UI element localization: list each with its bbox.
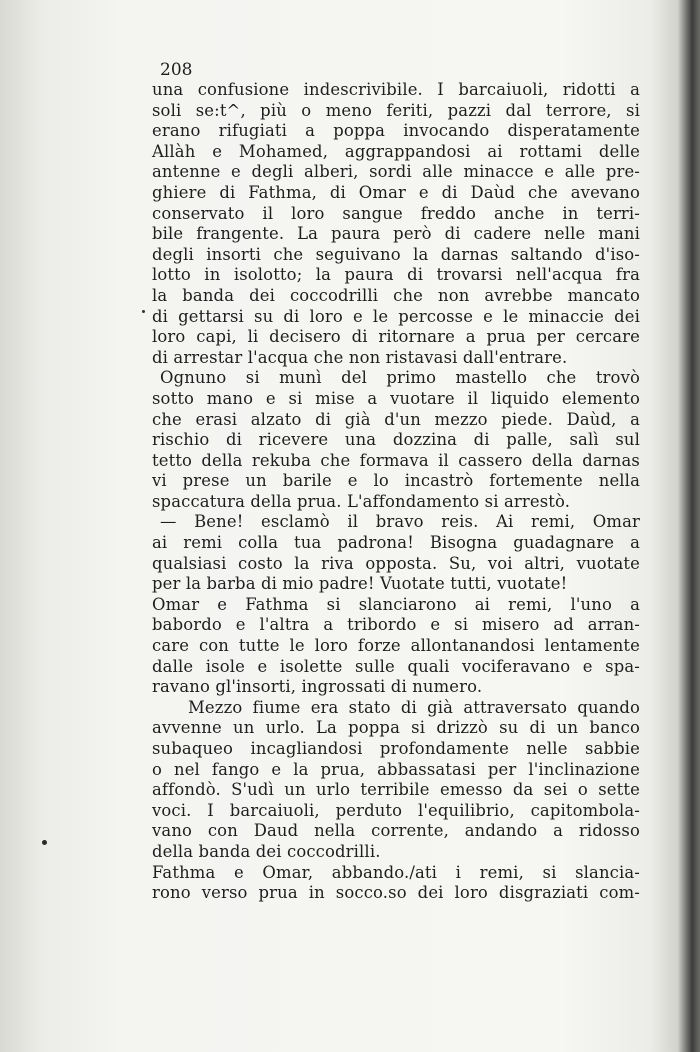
text-line: Omar e Fathma si slanciarono ai remi, l'uno a — [152, 594, 640, 614]
text-line: rono verso prua in socco.so dei loro disgraziati com- — [152, 883, 640, 903]
text-line: una confusione indescrivibile. I barcaiuoli, ridotti a — [152, 80, 640, 99]
text-line: Fathma e Omar, abbando./ati i remi, si slancia- — [152, 862, 640, 882]
text-line: soli se:t^, più o meno feriti, pazzi dal terrore, si — [152, 100, 640, 120]
text-line: avvenne un urlo. La poppa si drizzò su di un banco — [152, 718, 640, 738]
text-line: degli insorti che seguivano la darnas saltando d'iso- — [152, 244, 640, 264]
text-line: vano con Daud nella corrente, andando a ridosso — [152, 821, 640, 841]
text-line: babordo e l'altra a tribordo e si misero ad arran- — [152, 615, 640, 635]
text-line: qualsiasi costo la riva opposta. Su, voi altri, vuotate — [152, 553, 640, 573]
text-line: Ognuno si munì del primo mastello che trovò — [160, 368, 640, 388]
text-line: per la barba di mio padre! Vuotate tutti, vuotate! — [152, 574, 568, 594]
margin-mark — [142, 310, 145, 313]
text-line: della banda dei coccodrilli. — [152, 841, 381, 861]
text-line: che erasi alzato di già d'un mezzo piede. Daùd, a — [152, 409, 640, 429]
text-line: bile frangente. La paura però di cadere nelle mani — [152, 224, 640, 244]
margin-dot — [42, 840, 47, 845]
text-line: affondò. S'udì un urlo terribile emesso da sei o sette — [152, 780, 640, 800]
text-line: Mezzo fiume era stato di già attraversato quando — [188, 697, 640, 717]
text-line: la banda dei coccodrilli che non avrebbe mancato — [152, 285, 640, 305]
text-line: tetto della rekuba che formava il cassero della darnas — [152, 450, 640, 470]
text-line: dalle isole e isolette sulle quali vociferavano e spa- — [152, 656, 640, 676]
text-line: care con tutte le loro forze allontanandosi lentamente — [152, 636, 640, 656]
text-line: Allàh e Mohamed, aggrappandosi ai rottami delle — [152, 141, 640, 161]
text-line: lotto in isolotto; la paura di trovarsi nell'acqua fra — [152, 265, 640, 285]
text-line: ravano gl'insorti, ingrossati di numero. — [152, 677, 483, 697]
text-line: sotto mano e si mise a vuotare il liquido elemento — [152, 388, 640, 408]
text-line: loro capi, li decisero di ritornare a prua per cercare — [152, 327, 640, 347]
text-line: erano rifugiati a poppa invocando disperatamente — [152, 121, 640, 141]
text-line: antenne e degli alberi, sordi alle minacce e alle pre- — [152, 162, 640, 182]
page-number: 208 — [160, 60, 193, 80]
text-line: spaccatura della prua. L'affondamento si arrestò. — [152, 491, 571, 511]
text-line: — Bene! esclamò il bravo reis. Ai remi, Omar — [160, 512, 640, 532]
text-line: ghiere di Fathma, di Omar e di Daùd che avevano — [152, 182, 640, 202]
text-line: voci. I barcaiuoli, perduto l'equilibrio, capitombola- — [152, 800, 640, 820]
text-line: ai remi colla tua padrona! Bisogna guadagnare a — [152, 533, 640, 553]
text-line: conservato il loro sangue freddo anche in terri- — [152, 203, 640, 223]
body-text — [152, 80, 640, 904]
text-line: subaqueo incagliandosi profondamente nelle sabbie — [152, 739, 640, 758]
text-line: di gettarsi su di loro e le percosse e le minaccie dei — [152, 306, 640, 326]
text-line: o nel fango e la prua, abbassatasi per l'inclinazione — [152, 759, 640, 779]
page-binding-edge — [678, 0, 700, 1052]
text-line: di arrestar l'acqua che non ristavasi dall'entrare. — [152, 347, 568, 367]
text-line: rischio di ricevere una dozzina di palle, salì sul — [152, 430, 640, 450]
text-line: vi prese un barile e lo incastrò fortemente nella — [152, 471, 640, 491]
